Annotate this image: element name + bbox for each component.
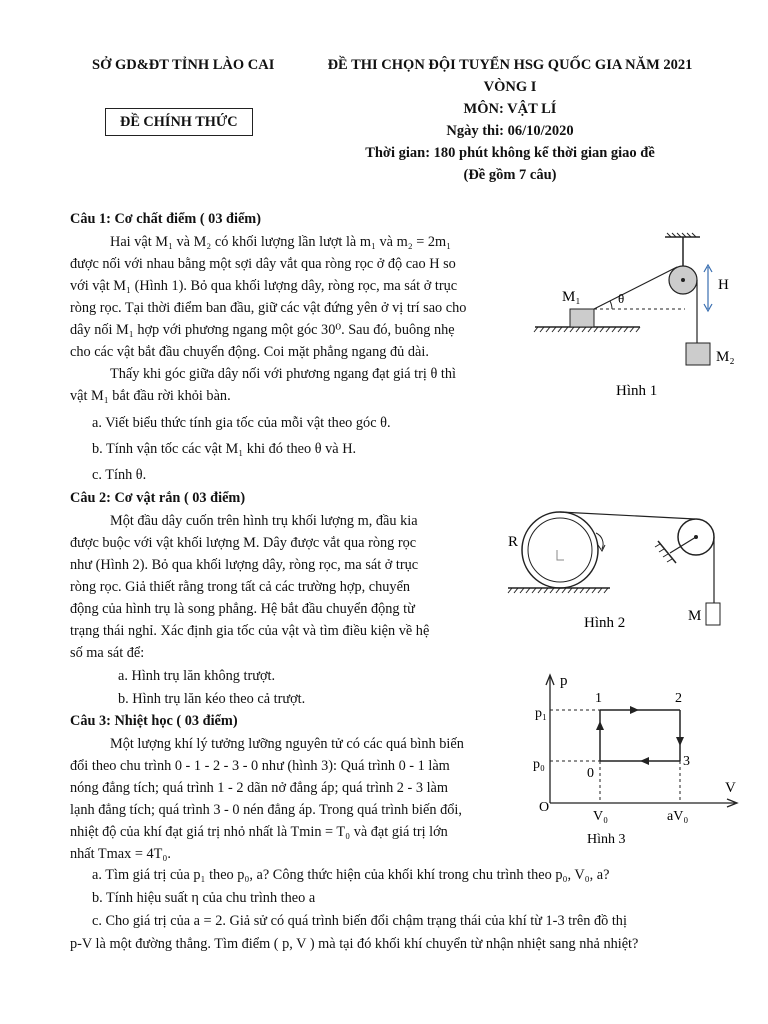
q2-line: Một đầu dây cuốn trên hình trụ khối lượng m, đầu kia	[110, 513, 418, 529]
q1-line: với vật M₁ (Hình 1). Bỏ qua khối lượng dây, ròng rọc, ma sát ở trục	[70, 278, 458, 294]
q2-line: ròng rọc. Giả thiết rằng trong tất cả các trường hợp, chuyển	[70, 579, 411, 595]
fig2-label-r: R	[508, 534, 519, 550]
fig1-label-h: H	[718, 277, 729, 293]
fig1-caption: Hình 1	[616, 383, 658, 399]
q3-line: nhiệt độ của khí đạt giá trị nhỏ nhất là Tmin = T₀ và đạt giá trị lớn	[70, 824, 448, 840]
fig3-caption: Hình 3	[587, 832, 626, 847]
q2-line: được buộc với vật khối lượng M. Dây được vắt qua ròng rọc	[70, 535, 417, 551]
q1-line: Thấy khi góc giữa dây nối với phương ngang đạt giá trị θ thì	[110, 366, 456, 382]
exam-duration: Thời gian: 180 phút không kể thời gian giao đề	[365, 145, 655, 161]
q2-heading: Câu 2: Cơ vật rắn ( 03 điểm)	[70, 490, 246, 506]
fig1-label-theta: θ	[618, 291, 625, 306]
fig3-v0: V₀	[593, 809, 608, 824]
q3-item-c: c. Cho giá trị của a = 2. Giả sử có quá trình biến đổi chậm trạng thái của khí từ 1-3 trên đồ thị	[92, 913, 627, 929]
q2-line: số ma sát để:	[70, 645, 145, 661]
official-badge: ĐỀ CHÍNH THỨC	[105, 108, 253, 136]
figure-1	[530, 225, 750, 410]
q1-line: vật M₁ bắt đầu rời khỏi bàn.	[70, 388, 231, 404]
q1-item-a: a. Viết biểu thức tính gia tốc của mỗi vật theo góc θ.	[92, 415, 391, 431]
fig2-label-m: M	[688, 608, 702, 624]
q2-item-a: a. Hình trụ lăn không trượt.	[118, 668, 276, 684]
q1-body	[70, 231, 525, 407]
figure-3	[525, 665, 750, 850]
q1-item-c: c. Tính θ.	[92, 467, 147, 483]
q2-body	[70, 510, 500, 664]
q2-item-b: b. Hình trụ lăn kéo theo cả trượt.	[118, 691, 306, 707]
fig3-p0: p₀	[533, 757, 545, 772]
q3-body	[70, 733, 515, 865]
fig2-caption: Hình 2	[584, 615, 626, 631]
q3-item-b: b. Tính hiệu suất η của chu trình theo a	[92, 890, 316, 906]
q3-line: lạnh đẳng tích; quá trình 3 - 0 nén đẳng áp. Trong quá trình biến đổi,	[70, 802, 462, 818]
exam-title: ĐỀ THI CHỌN ĐỘI TUYỂN HSG QUỐC GIA NĂM 2021	[327, 57, 693, 73]
q2-line: trạng thái nghỉ. Xác định gia tốc của vật và tìm điều kiện về hệ	[70, 623, 430, 639]
q1-item-b: b. Tính vận tốc các vật M₁ khi đó theo θ và H.	[92, 441, 357, 457]
exam-round: VÒNG I	[483, 79, 537, 95]
fig1-label-m1: M₁	[562, 289, 581, 305]
q1-line: cho các vật bắt đầu chuyển động. Coi mặt phẳng ngang đủ dài.	[70, 344, 429, 360]
q1-line: ròng rọc. Tại thời điểm ban đầu, giữ các vật đứng yên ở vị trí sao cho	[70, 300, 467, 316]
fig3-p1: p₁	[535, 706, 547, 721]
q1-heading: Câu 1: Cơ chất điểm ( 03 điểm)	[70, 211, 261, 227]
fig3-point-0: 0	[587, 766, 594, 781]
q2-line: động của hình trụ là song phẳng. Hệ bắt đầu chuyển động từ	[70, 601, 415, 617]
q3-line: nóng đẳng tích; quá trình 1 - 2 dãn nở đẳng áp; quá trình 2 - 3 làm	[70, 780, 449, 796]
q3-line: nhất Tmax = 4T₀.	[70, 846, 171, 862]
exam-subject: MÔN: VẬT LÍ	[463, 101, 557, 117]
fig3-axis-v: V	[725, 780, 736, 796]
q3-line: đổi theo chu trình 0 - 1 - 2 - 3 - 0 như (hình 3): Quá trình 0 - 1 làm	[70, 758, 450, 774]
q2-line: như (Hình 2). Bỏ qua khối lượng dây, ròng rọc, ma sát ở trục	[70, 557, 419, 573]
q1-line: được nối với nhau bằng một sợi dây vắt qua ròng rọc ở độ cao H so	[70, 256, 456, 272]
q3-item-a: a. Tìm giá trị của p₁ theo p₀, a? Công thức hiện của khối khí trong chu trình theo p₀, V₀, a?	[92, 867, 610, 883]
q3-item-c-cont: p-V là một đường thẳng. Tìm điểm ( p, V ) mà tại đó khối khí chuyển từ nhận nhiệt sang nhả nhiệt?	[70, 936, 639, 952]
org-name: SỞ GD&ĐT TỈNH LÀO CAI	[92, 57, 275, 73]
q1-line: dây nối M₁ hợp với phương ngang một góc 30⁰. Sau đó, buông nhẹ	[70, 322, 455, 338]
fig3-av0: aV₀	[667, 809, 689, 824]
exam-date: Ngày thi: 06/10/2020	[446, 123, 574, 139]
exam-question-count: (Đề gồm 7 câu)	[463, 167, 557, 183]
fig3-point-1: 1	[595, 691, 602, 706]
figure-2	[500, 505, 750, 640]
fig1-label-m2: M₂	[716, 349, 735, 365]
fig3-axis-p: p	[560, 673, 568, 689]
q3-heading: Câu 3: Nhiệt học ( 03 điểm)	[70, 713, 238, 729]
fig3-point-2: 2	[675, 691, 682, 706]
fig3-origin: O	[539, 800, 550, 815]
q1-line: Hai vật M₁ và M₂ có khối lượng lần lượt là m₁ và m₂ = 2m₁	[110, 234, 452, 250]
q3-line: Một lượng khí lý tưởng lưỡng nguyên tử có các quá bình biến	[110, 736, 464, 752]
fig3-point-3: 3	[683, 754, 690, 769]
